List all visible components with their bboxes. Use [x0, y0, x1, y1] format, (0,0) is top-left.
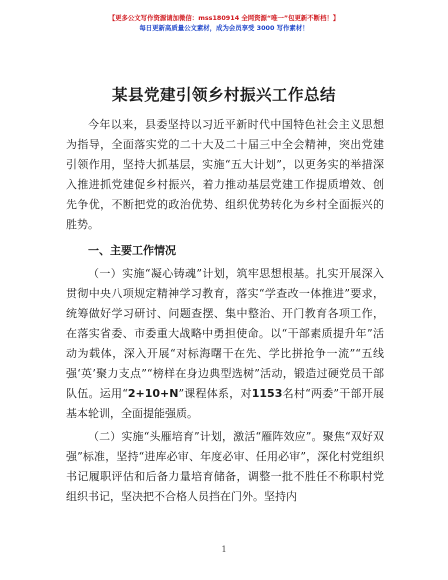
item-1-text-c: 名村“两委”干部开展基本轮训，全面提能强质。: [66, 387, 385, 420]
item-1-paragraph: [66, 264, 384, 424]
item-1-text-b: ”课程体系，对: [178, 387, 252, 400]
promo-banner: [0, 13, 448, 33]
item-1-text-a: （一）实施“凝心铸魂”计划，筑牢思想根基。扎实开展深入贯彻中央八项规定精神学习教育，落实“学查改一体推进”要求，统筹做好学习研讨、问题查摆、集中整治、开门教育各项工作，在落实省委、市委重大战略中勇担使命。以“干部素质提升年”活动为载体，深入开展“对标海曙干在先、学比拼抢争一流”“五线强‘英’聚力支点”“榜样在身边典型选树”活动，锻造过硬党员干部队伍。运用“: [66, 267, 384, 400]
page-number: 1: [221, 545, 227, 554]
document-title: 某县党建引领乡村振兴工作总结: [111, 86, 336, 104]
document-body: [66, 115, 384, 507]
promo-line-1: 【更多公文写作资源请加微信：mss180914 全网资源“唯一”包更新不断档！】: [108, 14, 340, 22]
item-1-number-b: 1153: [251, 387, 283, 400]
promo-line-2: 每日更新高质量公文素材，成为会员享受 3000 写作素材！: [139, 24, 309, 32]
section-heading: 一、主要工作情况: [88, 244, 176, 257]
item-2-paragraph: （二）实施“头雁培育”计划，激活“雁阵效应”。聚焦“双好双强”标准，坚持“进库必审、年度必审、任用必审”，深化村党组织书记履职评估和后备力量培育储备，调整一批不胜任不称职村党组织书记，坚决把不合格人员挡在门外。坚持内: [66, 430, 384, 503]
intro-paragraph: 今年以来，县委坚持以习近平新时代中国特色社会主义思想为指导，全面落实党的二十大及二十届三中全会精神，突出党建引领作用，坚持大抓基层，实施“五大计划”，以更务实的举措深入推进抓党建促乡村振兴，着力推动基层党建工作提质增效、创先争优，不断把党的政治优势、组织优势转化为乡村全面振兴的胜势。: [66, 118, 384, 231]
item-1-number-a: 2+10+N: [127, 387, 179, 400]
